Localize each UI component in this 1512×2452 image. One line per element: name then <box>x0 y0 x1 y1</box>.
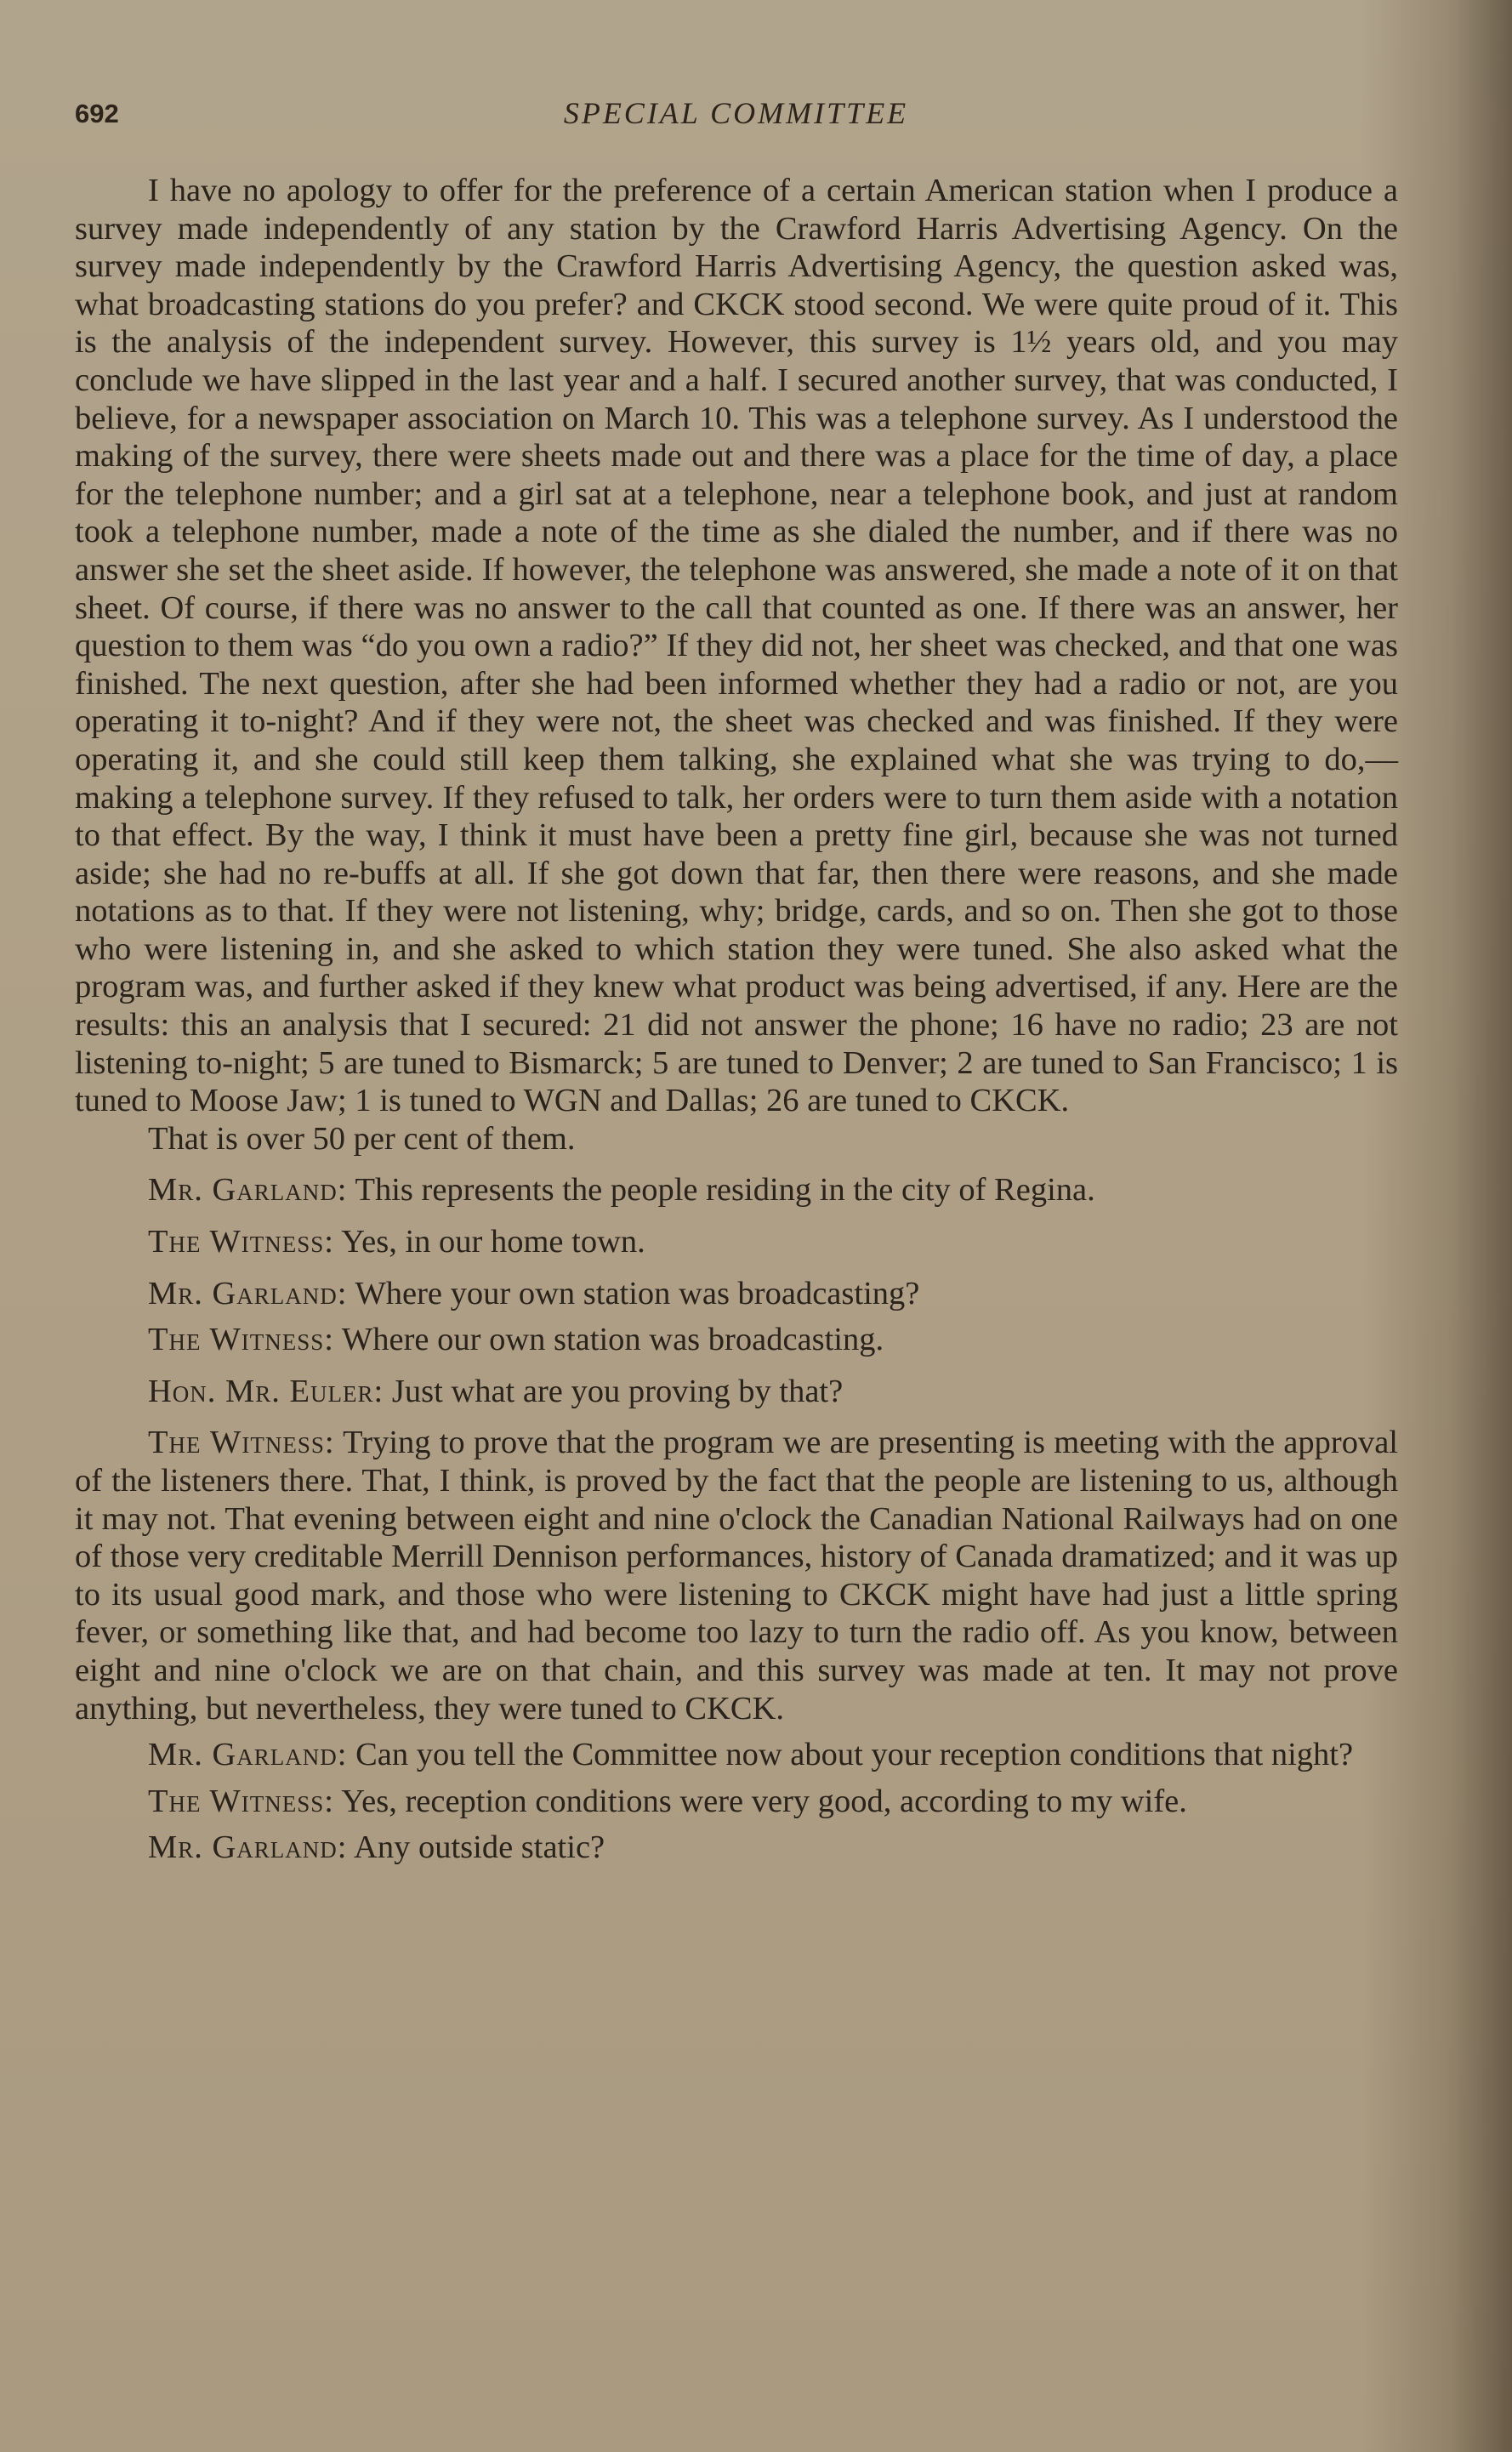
paragraph-text: This represents the people residing in the city of Regina. <box>355 1172 1095 1209</box>
paragraph-exchange <box>75 1275 1398 1313</box>
paragraph-exchange <box>75 1373 1398 1411</box>
paragraph-text: Any outside static? <box>354 1829 605 1866</box>
paragraph-text: Just what are you proving by that? <box>391 1373 844 1409</box>
paragraph-exchange <box>75 1171 1398 1209</box>
paragraph-exchange <box>75 1223 1398 1261</box>
paragraph-text: Trying to prove that the program we are presenting is meeting with the approval of the listeners there. That, I think, is proved by the fact that the people are listening to us, although it may not. That evening between eight and nine o'clock the Canadian National Railways had on one of those very creditable Merrill Dennison performances, history of Canada dramatized; and it was up to its usual good mark, and those who were listening to CKCK might have had just a little spring fever, or something like that, and had become too lazy to turn the radio off. As you know, between eight and nine o'clock we are on that chain, and this survey was made at ten. It may not prove anything, but nevertheless, they were tuned to CKCK. <box>75 1425 1398 1727</box>
speaker-label: The Witness: <box>148 1322 334 1358</box>
paragraph-exchange <box>75 1321 1398 1359</box>
document-body <box>75 172 1398 1867</box>
running-head: SPECIAL COMMITTEE <box>563 96 909 130</box>
speaker-label: Mr. Garland: <box>148 1172 348 1209</box>
page-number: 692 <box>75 99 119 128</box>
speaker-label: The Witness: <box>148 1783 334 1819</box>
paragraph-text: Can you tell the Committee now about your reception conditions that night? <box>355 1737 1354 1773</box>
paragraph-exchange <box>75 1829 1398 1867</box>
speaker-label: Mr. Garland: <box>148 1829 348 1866</box>
page-header <box>75 92 1397 139</box>
speaker-label: Mr. Garland: <box>148 1275 348 1311</box>
speaker-label: The Witness: <box>148 1224 334 1260</box>
speaker-label: The Witness: <box>148 1425 335 1461</box>
paragraph-text: That is over 50 per cent of them. <box>148 1120 576 1157</box>
paragraph-text: Where our own station was broadcasting. <box>341 1322 884 1358</box>
paragraph-exchange <box>75 1736 1398 1774</box>
paragraph-over-fifty-percent <box>75 1120 1398 1158</box>
speaker-label: Mr. Garland: <box>148 1737 348 1773</box>
paragraph-exchange <box>75 1424 1398 1727</box>
paragraph-survey-testimony <box>75 172 1398 1120</box>
speaker-label: Hon. Mr. Euler: <box>148 1373 384 1409</box>
paragraph-text: Where your own station was broadcasting? <box>355 1275 920 1311</box>
paragraph-text: Yes, reception conditions were very good, according to my wife. <box>341 1783 1187 1819</box>
paragraph-text: I have no apology to offer for the preference of a certain American station when I produce a survey made independently of any station by the Crawford Harris Advertising Agency. On the survey made independently by the Crawford Harris Advertising Agency, the question asked was, what broadcasting stations do you prefer? and CKCK stood second. We were quite proud of it. This is the analysis of the independent survey. However, this survey is 1½ years old, and you may conclude we have slipped in the last year and a half. I secured another survey, that was conducted, I believe, for a newspaper association on March 10. This was a telephone survey. As I understood the making of the survey, there were sheets made out and there was a place for the time of day, a place for the telephone number; and a girl sat at a telephone, near a telephone book, and just at random took a telephone number, made a note of the time as she dialed the number, and if there was no answer she set the sheet aside. If however, the telephone was answered, she made a note of it on that sheet. Of course, if there was no answer to the call that counted as one. If there was an answer, her question to them was “do you own a radio?” If they did not, her sheet was checked, and that one was finished. The next question, after she had been informed whether they had a radio or not, are you operating it to-night? And if they were not, the sheet was checked and was finished. If they were operating it, and she could still keep them talking, she explained what she was trying to do,—making a telephone survey. If they refused to talk, her orders were to turn them aside with a notation to that effect. By the way, I think it must have been a pretty fine girl, because she was not turned aside; she had no re-buffs at all. If she got down that far, then there were reasons, and she made notations as to that. If they were not listening, why; bridge, cards, and so on. Then she got to those who were listening in, and she asked to which station they were tuned. She also asked what the program was, and further asked if they knew what product was being advertised, if any. Here are the results: this an analysis that I secured: 21 did not answer the phone; 16 have no radio; 23 are not listening to-night; 5 are tuned to Bismarck; 5 are tuned to Denver; 2 are tuned to San Francisco; 1 is tuned to Moose Jaw; 1 is tuned to WGN and Dallas; 26 are tuned to CKCK. <box>75 173 1398 1119</box>
paragraph-exchange <box>75 1783 1398 1821</box>
paragraph-text: Yes, in our home town. <box>341 1224 645 1260</box>
